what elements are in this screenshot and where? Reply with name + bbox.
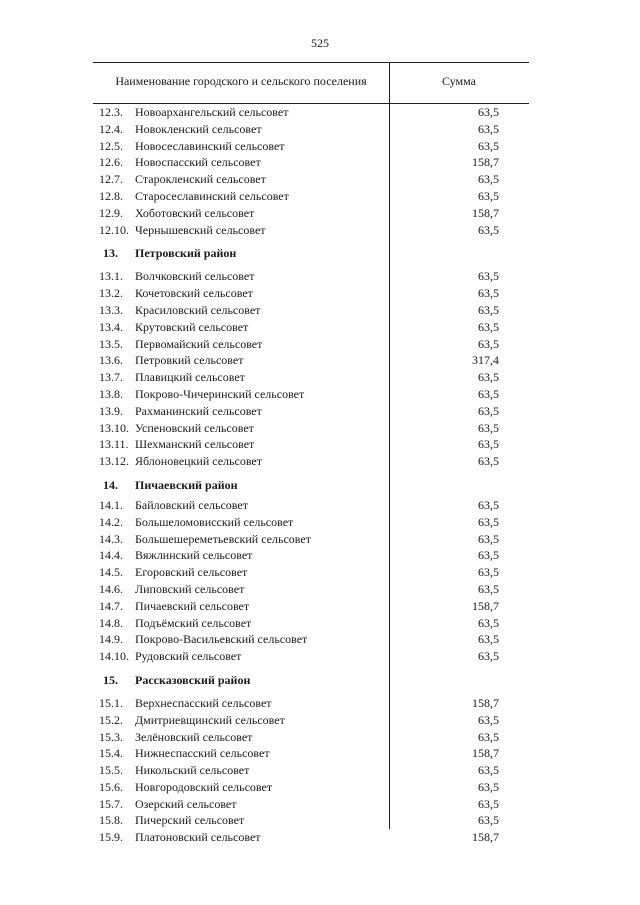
district-header-row xyxy=(93,241,529,265)
header-sum: Сумма xyxy=(442,74,476,88)
settlement-name: Никольский сельсовет xyxy=(135,763,250,778)
amount-value: 63,5 xyxy=(478,286,499,301)
row-number: 15.5. xyxy=(99,763,123,778)
amount-value: 63,5 xyxy=(478,514,499,529)
settlement-name: Нижнеспасский сельсовет xyxy=(135,746,270,761)
amount-value: 63,5 xyxy=(478,729,499,744)
settlement-name: Пичерский сельсовет xyxy=(135,813,245,828)
table-row xyxy=(93,729,529,746)
row-number: 14.7. xyxy=(99,598,123,613)
district-header-row xyxy=(93,668,529,692)
amount-value: 63,5 xyxy=(478,649,499,664)
header-name: Наименование городского и сельского поселения xyxy=(115,74,367,88)
settlement-name: Петровкий сельсовет xyxy=(135,353,244,368)
settlement-name: Платоновский сельсовет xyxy=(135,830,261,845)
row-number: 12.3. xyxy=(99,105,123,119)
settlement-name: Успеновский сельсовет xyxy=(135,420,254,435)
amount-value: 63,5 xyxy=(478,420,499,435)
table-row xyxy=(93,285,529,302)
row-number: 15.9. xyxy=(99,830,123,845)
row-number: 15.8. xyxy=(99,813,123,828)
table-row xyxy=(93,531,529,548)
row-number: 13.12. xyxy=(99,454,129,469)
row-number: 12.7. xyxy=(99,172,123,187)
amount-value: 63,5 xyxy=(478,336,499,351)
amount-value: 63,5 xyxy=(478,712,499,727)
amount-value: 63,5 xyxy=(478,121,499,136)
amount-value: 63,5 xyxy=(478,632,499,647)
amount-value: 63,5 xyxy=(478,370,499,385)
settlement-name: Хоботовский сельсовет xyxy=(135,205,255,220)
table-row xyxy=(93,386,529,403)
row-number: 14. xyxy=(103,477,118,492)
table-row xyxy=(93,205,529,222)
row-number: 12.5. xyxy=(99,138,123,153)
amount-value: 63,5 xyxy=(478,105,499,119)
settlement-name: Волчковский сельсовет xyxy=(135,269,255,284)
settlement-name: Покрово-Чичеринский сельсовет xyxy=(135,386,305,401)
amount-value: 158,7 xyxy=(472,598,499,613)
row-number: 14.6. xyxy=(99,581,123,596)
amount-value: 63,5 xyxy=(478,497,499,512)
amount-value: 63,5 xyxy=(478,437,499,452)
settlement-name: Новгородовский сельсовет xyxy=(135,779,273,794)
row-number: 14.4. xyxy=(99,548,123,563)
table-row xyxy=(93,268,529,285)
amount-value: 63,5 xyxy=(478,454,499,469)
amount-value: 63,5 xyxy=(478,319,499,334)
settlement-name: Зелёновский сельсовет xyxy=(135,729,253,744)
settlement-name: Чернышевский сельсовет xyxy=(135,222,266,237)
table-row xyxy=(93,796,529,813)
settlement-name: Старосеславинский сельсовет xyxy=(135,188,289,203)
amount-value: 63,5 xyxy=(478,548,499,563)
row-number: 14.1. xyxy=(99,497,123,512)
table-row xyxy=(93,171,529,188)
row-number: 12.9. xyxy=(99,205,123,220)
row-number: 13.10. xyxy=(99,420,129,435)
settlement-name: Рахманинский сельсовет xyxy=(135,403,262,418)
amount-value: 63,5 xyxy=(478,172,499,187)
row-number: 14.10. xyxy=(99,649,129,664)
settlement-name: Первомайский сельсовет xyxy=(135,336,263,351)
table-row xyxy=(93,121,529,138)
amount-value: 63,5 xyxy=(478,138,499,153)
amount-value: 63,5 xyxy=(478,531,499,546)
row-number: 14.3. xyxy=(99,531,123,546)
row-number: 12.10. xyxy=(99,222,129,237)
amount-value: 158,7 xyxy=(472,746,499,761)
table-header xyxy=(93,63,529,104)
amount-value: 63,5 xyxy=(478,779,499,794)
row-number: 15.2. xyxy=(99,712,123,727)
table-row xyxy=(93,829,529,846)
amount-value: 63,5 xyxy=(478,615,499,630)
amount-value: 63,5 xyxy=(478,222,499,237)
table-row xyxy=(93,453,529,470)
settlement-name: Верхнеспасский сельсовет xyxy=(135,695,272,710)
amount-value: 63,5 xyxy=(478,403,499,418)
settlement-name: Егоровский сельсовет xyxy=(135,565,248,580)
settlement-name: Красиловский сельсовет xyxy=(135,302,261,317)
table-row xyxy=(93,369,529,386)
page-number: 525 xyxy=(311,36,329,50)
row-number: 13.6. xyxy=(99,353,123,368)
row-number: 14.8. xyxy=(99,615,123,630)
settlement-name: Кочетовский сельсовет xyxy=(135,286,253,301)
row-number: 15.1. xyxy=(99,695,123,710)
amount-value: 63,5 xyxy=(478,763,499,778)
table-row xyxy=(93,598,529,615)
row-number: 15.6. xyxy=(99,779,123,794)
settlement-name: Липовский сельсовет xyxy=(135,581,245,596)
settlement-name: Покрово-Васильевский сельсовет xyxy=(135,632,308,647)
row-number: 13.5. xyxy=(99,336,123,351)
table-row xyxy=(93,648,529,665)
row-number: 13.3. xyxy=(99,302,123,317)
district-name: Петровский район xyxy=(135,246,237,261)
settlement-name: Яблоновецкий сельсовет xyxy=(135,454,262,469)
table-row xyxy=(93,695,529,712)
amount-value: 158,7 xyxy=(472,695,499,710)
amount-value: 158,7 xyxy=(472,830,499,845)
settlement-name: Подъёмский сельсовет xyxy=(135,615,252,630)
amount-value: 63,5 xyxy=(478,796,499,811)
amount-value: 63,5 xyxy=(478,188,499,203)
table-row xyxy=(93,615,529,632)
amount-value: 63,5 xyxy=(478,581,499,596)
settlement-name: Большеломовисский сельсовет xyxy=(135,514,294,529)
row-number: 14.2. xyxy=(99,514,123,529)
table-row xyxy=(93,712,529,729)
table-body xyxy=(93,104,529,846)
table-row xyxy=(93,812,529,829)
row-number: 13.8. xyxy=(99,386,123,401)
settlement-name: Вяжлинский сельсовет xyxy=(135,548,253,563)
amount-value: 63,5 xyxy=(478,269,499,284)
table-row xyxy=(93,188,529,205)
settlement-name: Старокленский сельсовет xyxy=(135,172,266,187)
allocation-table xyxy=(93,62,529,846)
amount-value: 158,7 xyxy=(472,205,499,220)
settlement-name: Байловский сельсовет xyxy=(135,497,248,512)
table-row xyxy=(93,547,529,564)
table-row xyxy=(93,514,529,531)
table-row xyxy=(93,319,529,336)
settlement-name: Пичаевский сельсовет xyxy=(135,598,250,613)
settlement-name: Дмитриевщинский сельсовет xyxy=(135,712,285,727)
amount-value: 63,5 xyxy=(478,302,499,317)
settlement-name: Большешереметьевский сельсовет xyxy=(135,531,311,546)
district-name: Рассказовский район xyxy=(135,672,251,687)
amount-value: 63,5 xyxy=(478,565,499,580)
settlement-name: Новокленский сельсовет xyxy=(135,121,262,136)
table-row xyxy=(93,138,529,155)
table-row xyxy=(93,564,529,581)
row-number: 13. xyxy=(103,246,118,261)
table-row xyxy=(93,104,529,121)
table-row xyxy=(93,762,529,779)
table-row xyxy=(93,581,529,598)
table-row xyxy=(93,745,529,762)
settlement-name: Шехманский сельсовет xyxy=(135,437,255,452)
row-number: 12.6. xyxy=(99,155,123,170)
row-number: 15.7. xyxy=(99,796,123,811)
amount-value: 317,4 xyxy=(472,353,499,368)
row-number: 14.9. xyxy=(99,632,123,647)
settlement-name: Новоспасский сельсовет xyxy=(135,155,261,170)
table-row xyxy=(93,222,529,239)
row-number: 12.4. xyxy=(99,121,123,136)
row-number: 13.7. xyxy=(99,370,123,385)
table-row xyxy=(93,302,529,319)
row-number: 13.2. xyxy=(99,286,123,301)
row-number: 15. xyxy=(103,672,118,687)
amount-value: 63,5 xyxy=(478,813,499,828)
table-row xyxy=(93,336,529,353)
table-row xyxy=(93,779,529,796)
settlement-name: Новоархангельский сельсовет xyxy=(135,105,289,119)
settlement-name: Рудовский сельсовет xyxy=(135,649,242,664)
settlement-name: Озерский сельсовет xyxy=(135,796,237,811)
row-number: 13.4. xyxy=(99,319,123,334)
table-row xyxy=(93,631,529,648)
table-row xyxy=(93,154,529,171)
amount-value: 63,5 xyxy=(478,386,499,401)
row-number: 13.1. xyxy=(99,269,123,284)
row-number: 15.3. xyxy=(99,729,123,744)
settlement-name: Плавицкий сельсовет xyxy=(135,370,245,385)
table-row xyxy=(93,403,529,420)
settlement-name: Крутовский сельсовет xyxy=(135,319,249,334)
district-name: Пичаевский район xyxy=(135,477,238,492)
district-header-row xyxy=(93,473,529,497)
table-row xyxy=(93,352,529,369)
table-row xyxy=(93,420,529,437)
table-row xyxy=(93,497,529,514)
row-number: 14.5. xyxy=(99,565,123,580)
row-number: 13.9. xyxy=(99,403,123,418)
row-number: 12.8. xyxy=(99,188,123,203)
table-row xyxy=(93,436,529,453)
row-number: 13.11. xyxy=(99,437,129,452)
row-number: 15.4. xyxy=(99,746,123,761)
amount-value: 158,7 xyxy=(472,155,499,170)
settlement-name: Новосеславинский сельсовет xyxy=(135,138,285,153)
